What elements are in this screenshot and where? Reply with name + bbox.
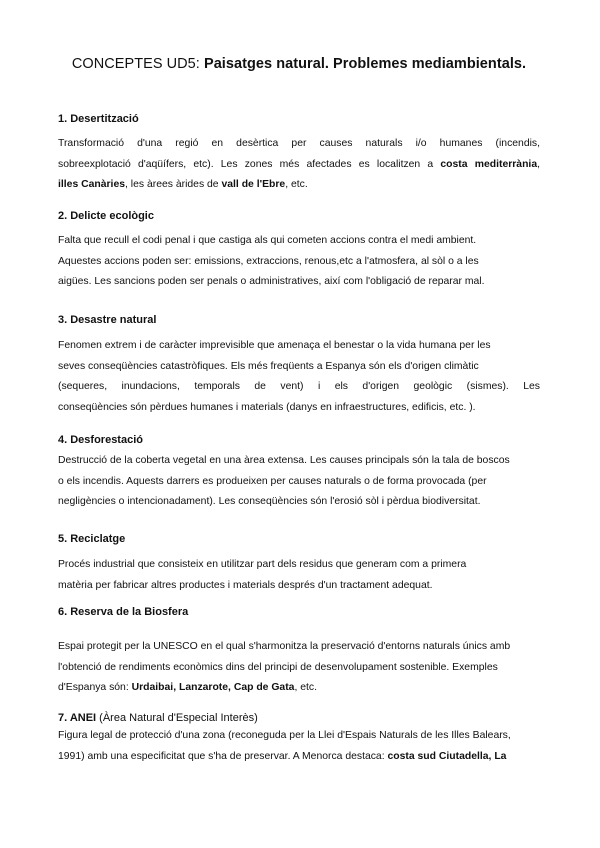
- text-span: , etc.: [285, 179, 308, 190]
- text-span: , les àrees àrides de: [125, 179, 222, 190]
- section-text-reciclatge: [58, 555, 540, 596]
- section-text-delicte-ecologic: [58, 231, 540, 293]
- text-line: Figura legal de protecció d'una zona (reconeguda per la Llei d'Espais Naturals de les Illes Balears,: [58, 730, 511, 741]
- section-heading-desertitzacio: 1. Desertització: [58, 113, 139, 125]
- text-line: Fenomen extrem i de caràcter imprevisible que amenaça el benestar o la vida humana per les: [58, 340, 491, 351]
- text-span: ,: [537, 158, 540, 170]
- section-text-anei: [58, 726, 540, 767]
- text-line: [58, 175, 540, 196]
- text-line: Aquestes accions poden ser: emissions, extraccions, renous,etc a l'atmosfera, al sòl o a les: [58, 255, 479, 267]
- text-line: o els incendis. Aquests darrers es produeixen per causes naturals o de forma provocada (per: [58, 475, 487, 487]
- text-line: seves conseqüències catastròfiques. Els més freqüents a Espanya són els d'origen climàtic: [58, 360, 479, 372]
- heading-main: 7. ANEI: [58, 712, 97, 724]
- section-text-reserva-biosfera: [58, 637, 540, 699]
- text-line: l'obtenció de rendiments econòmics dins del principi de desenvolupament sostenible. Exemples: [58, 661, 498, 673]
- text-line: Espai protegit per la UNESCO en el qual s'harmonitza la preservació d'entorns naturals únics amb: [58, 641, 511, 652]
- text-line: Destrucció de la coberta vegetal en una àrea extensa. Les causes principals són la tala de boscos: [58, 455, 510, 466]
- title-bold: Paisatges natural. Problemes mediambientals.: [203, 56, 527, 72]
- bold-term: vall de l'Ebre: [221, 179, 286, 190]
- text-line: [58, 155, 540, 176]
- bold-term: illes Canàries: [58, 179, 126, 190]
- text-line: Transformació d'una regió en desèrtica per causes naturals i/o humanes (incendis,: [58, 138, 540, 149]
- section-text-desastre-natural: [58, 336, 540, 418]
- section-text-desforestacio: [58, 451, 540, 513]
- page-title: [58, 56, 540, 72]
- text-line: [58, 678, 540, 699]
- bold-term: costa mediterrània: [440, 158, 538, 170]
- section-heading-desforestacio: 4. Desforestació: [58, 434, 143, 446]
- text-line: negligències o intencionadament). Les conseqüències són l'erosió sòl i pèrdua biodiversitat.: [58, 496, 481, 507]
- bold-term: costa sud Ciutadella, La: [387, 750, 507, 762]
- section-heading-reciclatge: 5. Reciclatge: [58, 533, 126, 545]
- section-heading-desastre-natural: 3. Desastre natural: [58, 314, 157, 326]
- text-line: Falta que recull el codi penal i que castiga als qui cometen accions contra el medi ambient.: [58, 235, 477, 246]
- text-line: [58, 747, 540, 768]
- section-text-desertitzacio: [58, 134, 540, 196]
- text-line: matèria per fabricar altres productes i materials després d'un tractament adequat.: [58, 579, 433, 591]
- text-span: sobreexplotació d'aqüífers, etc). Les zones més afectades es localitzen a: [58, 158, 441, 170]
- bold-term: Urdaibai, Lanzarote, Cap de Gata: [131, 682, 295, 693]
- text-span: , etc.: [294, 682, 317, 693]
- heading-extra: (Àrea Natural d'Especial Interès): [96, 712, 258, 724]
- section-heading-delicte-ecologic: 2. Delicte ecològic: [58, 210, 154, 222]
- text-line: aigües. Les sancions poden ser penals o administratives, així com l'obligació de reparar mal.: [58, 276, 485, 287]
- section-heading-reserva-biosfera: 6. Reserva de la Biosfera: [58, 606, 189, 618]
- text-line: (sequeres, inundacions, temporals de vent) i els d'origen geològic (sismes). Les: [58, 381, 540, 392]
- text-span: d'Espanya són:: [58, 682, 132, 693]
- text-span: 1991) amb una especificitat que s'ha de preservar. A Menorca destaca:: [58, 750, 388, 762]
- text-line: Procés industrial que consisteix en utilitzar part dels residus que generam com a primera: [58, 559, 467, 570]
- section-heading-anei: [58, 712, 258, 724]
- title-prefix: CONCEPTES UD5:: [71, 56, 204, 72]
- text-line: conseqüències són pèrdues humanes i materials (danys en infraestructures, edificis, etc. ).: [58, 401, 476, 413]
